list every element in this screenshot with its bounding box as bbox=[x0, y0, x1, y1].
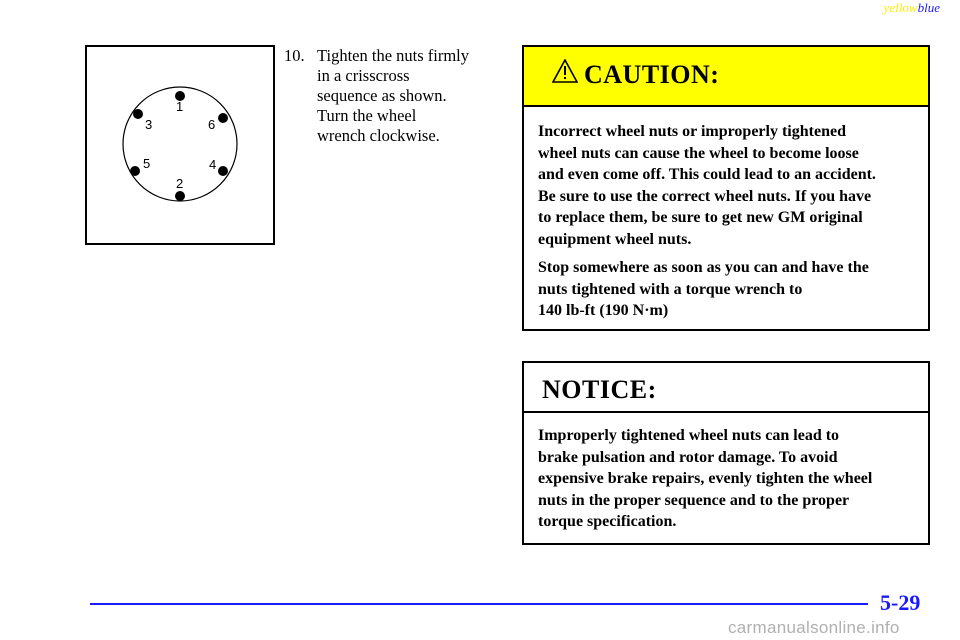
caution-box bbox=[522, 45, 930, 331]
step-number: 10. bbox=[284, 46, 305, 65]
color-tags bbox=[884, 0, 940, 16]
lug-nut-3 bbox=[133, 109, 143, 119]
footer-rule bbox=[90, 603, 868, 605]
text-line: nuts in the proper sequence and to the proper bbox=[538, 491, 850, 509]
torque-spec: 140 lb-ft (190 N·m) bbox=[538, 302, 669, 319]
notice-body bbox=[524, 413, 928, 533]
text-line: Incorrect wheel nuts or improperly tightened bbox=[538, 123, 846, 140]
lug-nut-sequence-diagram bbox=[85, 45, 275, 245]
text-line: Improperly tightened wheel nuts can lead to bbox=[538, 427, 840, 444]
text-line: Stop somewhere as soon as you can and have the bbox=[538, 259, 869, 276]
step-line: wrench clockwise. bbox=[317, 126, 440, 145]
step-line: sequence as shown. bbox=[317, 86, 447, 105]
warning-triangle-icon bbox=[552, 59, 578, 83]
step-line: Turn the wheel bbox=[317, 106, 417, 125]
caution-paragraph-1 bbox=[538, 121, 918, 250]
caution-title: CAUTION: bbox=[584, 60, 720, 89]
watermark: carmanualsonline.info bbox=[728, 618, 900, 637]
sequence-label-1: 1 bbox=[176, 99, 184, 114]
step-10 bbox=[284, 46, 499, 146]
text-line: torque specification. bbox=[538, 513, 677, 530]
wheel-hub-illustration bbox=[87, 47, 273, 243]
text-line: wheel nuts can cause the wheel to become loose bbox=[538, 144, 859, 162]
caution-paragraph-2 bbox=[538, 257, 918, 322]
lug-nut-5 bbox=[130, 166, 140, 176]
step-line: in a crisscross bbox=[317, 66, 410, 85]
notice-box bbox=[522, 361, 930, 545]
caution-header bbox=[524, 47, 928, 107]
lug-nut-4 bbox=[218, 166, 228, 176]
notice-title: NOTICE: bbox=[542, 375, 657, 404]
lug-nut-2 bbox=[175, 191, 185, 201]
tag-yellow: yellow bbox=[883, 0, 918, 15]
caution-body bbox=[524, 107, 928, 322]
step-line: Tighten the nuts firmly bbox=[317, 46, 470, 65]
sequence-label-6: 6 bbox=[208, 117, 216, 132]
sequence-label-3: 3 bbox=[145, 117, 153, 132]
text-line: equipment wheel nuts. bbox=[538, 230, 692, 248]
notice-header bbox=[524, 363, 928, 413]
step-text bbox=[317, 46, 499, 146]
text-line: nuts tightened with a torque wrench to bbox=[538, 280, 803, 298]
sequence-label-4: 4 bbox=[209, 157, 217, 172]
text-line: brake pulsation and rotor damage. To avoid bbox=[538, 448, 838, 466]
page-number: 5-29 bbox=[880, 590, 921, 615]
text-line: and even come off. This could lead to an accident. bbox=[538, 166, 876, 183]
text-line: to replace them, be sure to get new GM original bbox=[538, 209, 863, 226]
sequence-label-2: 2 bbox=[176, 176, 184, 191]
text-line: expensive brake repairs, evenly tighten the wheel bbox=[538, 470, 873, 487]
text-line: Be sure to use the correct wheel nuts. If you have bbox=[538, 187, 872, 205]
notice-paragraph bbox=[538, 425, 918, 533]
sequence-label-5: 5 bbox=[143, 156, 151, 171]
tag-blue: blue bbox=[917, 0, 940, 15]
lug-nut-6 bbox=[218, 113, 228, 123]
